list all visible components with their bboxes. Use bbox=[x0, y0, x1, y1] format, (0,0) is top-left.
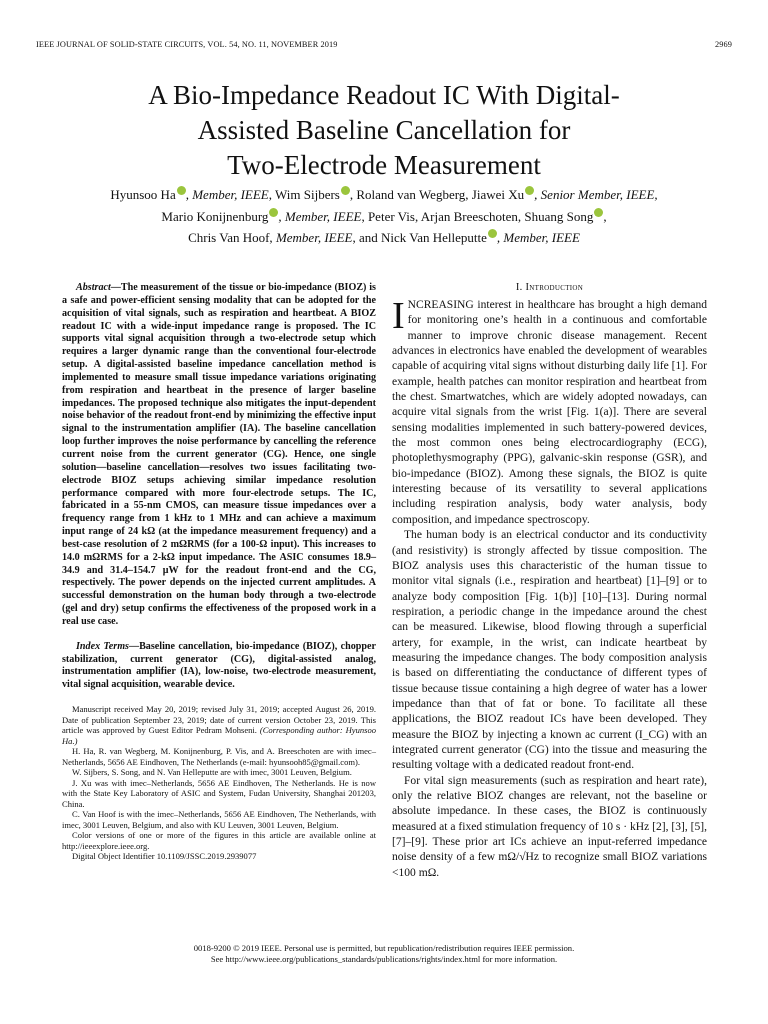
author-role: Member, IEEE bbox=[272, 230, 353, 245]
footnote-affiliation: H. Ha, R. van Wegberg, M. Konijnenburg, P. Vis, and A. Breeschoten are with imec–Netherlands, 5656 AE Eindhoven, The Netherlands (e-mail: hyunsooh85@gmail.com). bbox=[62, 746, 376, 767]
copyright-line-1: 0018-9200 © 2019 IEEE. Personal use is permitted, but republication/redistribution requires IEEE permission. bbox=[193, 943, 575, 953]
intro-paragraph-1 bbox=[392, 295, 707, 528]
index-terms-dash: — bbox=[128, 640, 140, 652]
lead-word: NCREASING bbox=[407, 299, 474, 311]
author-role: , Member, IEEE bbox=[496, 230, 580, 245]
orcid-icon[interactable] bbox=[341, 186, 350, 195]
footnote-text: Manuscript received May 20, 2019; revised July 31, 2019; accepted August 26, 2019. Date of publication September 23, 2019; date of current version October 23, 2019. This article was approved by Guest Editor Pedram Mohseni. bbox=[62, 704, 376, 736]
footnotes bbox=[62, 704, 376, 862]
author-name: , Roland van Wegberg, Jiawei Xu bbox=[349, 187, 525, 202]
footnote-doi: Digital Object Identifier 10.1109/JSSC.2019.2939077 bbox=[72, 851, 257, 862]
author-role: , Senior Member, IEEE, bbox=[534, 187, 658, 202]
index-terms-text: Baseline cancellation, bio-impedance (BIOZ), chopper stabilization, current generator (CG), digital-assisted analog, instrumentation amplifier (IA), low-noise, two-electrode measurement, vital signal acquisition, wearable device. bbox=[62, 640, 376, 691]
orcid-icon[interactable] bbox=[594, 208, 603, 217]
intro-paragraph-3: For vital sign measurements (such as respiration and heart rate), only the relative BIOZ changes are relevant, not the baseline or absolute impedance. In these cases, the BIOZ is continuously measured at a fixed stimulation frequency of 10 s · kHz [2], [3], [5], [7]–[9]. These prior art ICs achieve an input-referred impedance noise density of a few mΩ/√Hz to recognize small BIOZ variations <100 mΩ. bbox=[392, 774, 707, 879]
copyright-line-2: See http://www.ieee.org/publications_standards/publications/rights/index.html for more information. bbox=[210, 954, 558, 964]
author-name: Hyunsoo Ha bbox=[110, 187, 176, 202]
footnote-affiliation: J. Xu was with imec–Netherlands, 5656 AE Eindhoven, The Netherlands. He is now with the State Key Laboratory of ASIC and System, Fudan University, Shanghai 201203, China. bbox=[62, 777, 376, 809]
corresponding-author: (Corresponding author: Hyunsoo Ha.) bbox=[62, 725, 377, 746]
author-name: , Wim Sijbers bbox=[268, 187, 340, 202]
abstract-text: The measurement of the tissue or bio-impedance (BIOZ) is a safe and power-efficient sensing modality that can be adopted for the acquisition of vital signals, such as respiration and heartbeat. A BIOZ readout IC with a wide-input impedance range is proposed. The IC supports vital signal acquisition through a two-electrode setup which requires a larger dynamic range than the conventional four-electrode setup. A digital-assisted baseline impedance cancellation method is implemented to measure small tissue impedance variations originating from respiration and heartbeat in the presence of larger baseline impedances. The proposed technique also mitigates the input-dependent noise behavior of the readout front-end by minimizing the effective input signal to the instrumentation amplifier (IA). The baseline cancellation loop further improves the noise performance by cancelling the reference current noise from the current generator (CG). Hence, one single solution—baseline cancellation—resolves two issues facilitating two-electrode BIOZ setups achieving similar impedance resolution performance compared with more four-electrode setups. The IC, fabricated in a 55-nm CMOS, can measure tissue impedances over a frequency range from 1 kHz to 1 MHz and can achieve a maximum input range of 24 kΩ (at the impedance measurement frequency) and a best-case resolution of 2 mΩRMS (for a 100-Ω input). This increases to 14.0 mΩRMS for a 2-kΩ input impedance. The ASIC consumes 18.9–34.9 and 31.4–154.7 μW for the readout front-end and the CG, respectively. The power depends on the injected current amplitudes. A successful demonstration on the human body through a two-electrode (gel and dry) setup confirms the effectiveness of the proposed work in a real use case. bbox=[62, 282, 376, 627]
title-line-1: A Bio-Impedance Readout IC With Digital- bbox=[148, 80, 620, 110]
author-role: , Member, IEEE bbox=[278, 208, 362, 224]
right-column bbox=[392, 282, 707, 881]
abstract-label: Abstract bbox=[76, 282, 111, 293]
footnote-affiliation: C. Van Hoof is with the imec–Netherlands, 5656 AE Eindhoven, The Netherlands, with imec, 3001 Leuven, Belgium, and also with KU Leuven, 3001 Leuven, Belgium. bbox=[62, 809, 376, 830]
author-list bbox=[40, 184, 728, 249]
page-number: 2969 bbox=[715, 40, 732, 49]
title-line-3: Two-Electrode Measurement bbox=[227, 150, 541, 180]
author-role: , Member, IEEE bbox=[185, 187, 269, 202]
intro-paragraph-2: The human body is an electrical conductor and its conductivity (and resistivity) is strongly affected by tissue composition. The BIOZ analysis uses this characteristic of the human tissue to monitor vital signals (i.e., respiration and heartbeat) [1]–[9] or to analyze body composition [Fig. 1(b)] [10]–[13]. During normal respiration, a periodic change in the impedance around the chest can be measured. Likewise, blood flowing through a superficial artery, for example, in the wrist, can indicate heartbeat by measuring the impedance changes. The body composition analysis is based on differentiating the conductance of different types of tissue because tissue containing a high degree of water has a lower impedance than that of fat or bone. To facilitate all these applications, the BIOZ readout ICs have been developed. They measure the BIOZ by injecting a known ac current (I_CG) with an integrated current generator (CG) into the tissue and measuring the resulting voltage with a dedicated readout front-end. bbox=[392, 529, 707, 772]
title-line-2: Assisted Baseline Cancellation for bbox=[197, 115, 571, 145]
copyright-notice bbox=[36, 943, 732, 965]
footnote-affiliation: W. Sijbers, S. Song, and N. Van Helleputte are with imec, 3001 Leuven, Belgium. bbox=[72, 767, 352, 778]
index-terms-label: Index Terms bbox=[76, 640, 129, 652]
abstract bbox=[62, 282, 376, 629]
author-name: Chris Van Hoof, bbox=[188, 230, 273, 245]
left-column bbox=[62, 282, 376, 862]
orcid-icon[interactable] bbox=[525, 186, 534, 195]
drop-cap: I bbox=[392, 295, 405, 337]
author-line-1 bbox=[40, 184, 728, 206]
abstract-dash: — bbox=[110, 282, 121, 293]
running-header bbox=[36, 40, 732, 49]
paragraph-text: interest in healthcare has brought a high demand for monitoring one’s health in a continuous and comfortable manner to improve chronic disease management. Recent advances in electronics have enabled the development of wearables capable of acquiring vital signs without disturbing daily life [1]. For example, health patches can monitor respiration and heartbeat from the chest. Smartwatches, which are widely adopted nowadays, can acquire vital signals from the wrist [Fig. 1(a)]. There are several sensing modalities implemented in such battery-powered devices, the most common ones being electrocardiography (ECG), photoplethysmography (PPG), galvanic-skin response (GSR), and bio-impedance (BIOZ). Among these signals, the BIOZ is quite interesting because of its versatility to several applications including respiration analysis, body water analysis, body composition, and impedance spectroscopy. bbox=[392, 299, 707, 526]
author-separator: , bbox=[603, 208, 607, 224]
footnote-manuscript bbox=[62, 704, 376, 746]
orcid-icon[interactable] bbox=[177, 186, 186, 195]
author-name: Mario Konijnenburg bbox=[161, 208, 269, 224]
author-line-2 bbox=[40, 206, 728, 228]
author-name: , Peter Vis, Arjan Breeschoten, Shuang Song bbox=[361, 208, 594, 224]
paper-title bbox=[40, 78, 728, 183]
index-terms bbox=[62, 641, 376, 692]
author-line-3 bbox=[40, 227, 728, 249]
author-name: , and Nick Van Helleputte bbox=[352, 230, 487, 245]
section-heading: I. Introduction bbox=[515, 282, 584, 293]
journal-name: IEEE JOURNAL OF SOLID-STATE CIRCUITS, VOL. 54, NO. 11, NOVEMBER 2019 bbox=[36, 40, 338, 49]
orcid-icon[interactable] bbox=[488, 229, 497, 238]
footnote-color: Color versions of one or more of the figures in this article are available online at http://ieeexplore.ieee.org. bbox=[62, 830, 376, 851]
